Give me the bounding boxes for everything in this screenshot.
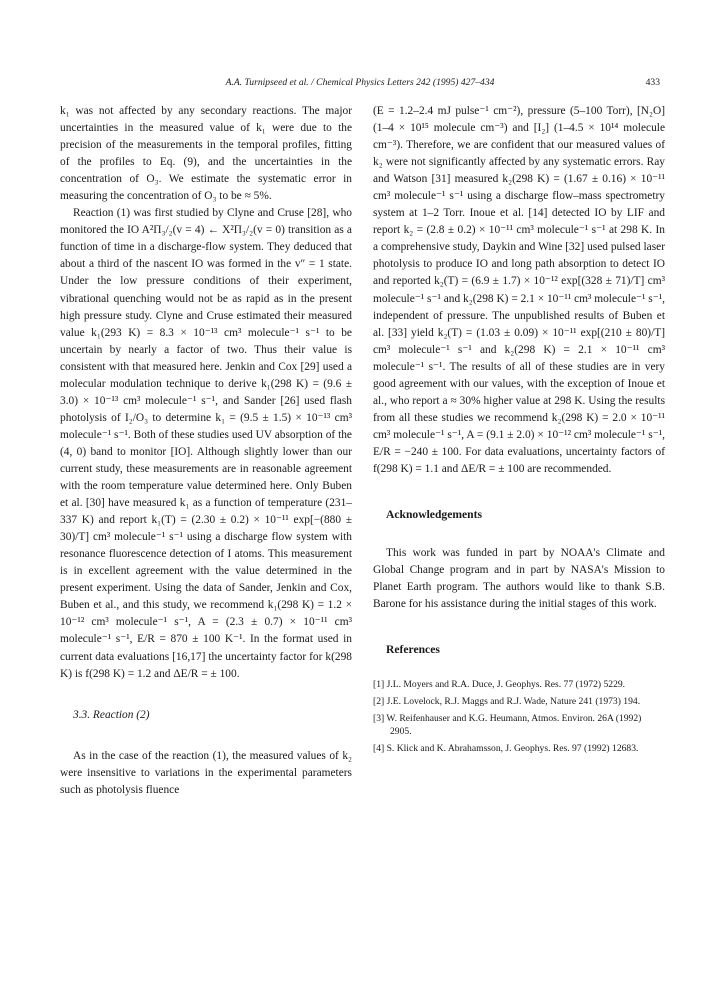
reference-item: [2] J.E. Lovelock, R.J. Maggs and R.J. Wade, Nature 241 (1973) 194. [373,696,641,708]
page-number: 433 [645,77,660,88]
reference-item: [1] J.L. Moyers and R.A. Duce, J. Geophys. Res. 77 (1972) 5229. [373,679,626,691]
paragraph: Reaction (1) was first studied by Clyne and Cruse [28], who monitored the IO A²Π₃/₂(v = 4) ← X²Π₃/₂(v = 0) transition as a function of time in a discharge-flow system. They deduced that about a third of the nascent IO was formed in the v″ = 1 state. Under the low pressure conditions of their experiment, vibrational quenching would not be as rapid as in the present high pressure study. Clyne and Cruse estimated their measured value k₁(293 K) = 8.3 × 10⁻¹³ cm³ molecule⁻¹ s⁻¹ to be uncertain by nearly a factor of two. Thus their value is consistent with that measured here. Jenkin and Cox [29] used a molecular modulation technique to derive k₁(298 K) = (9.6 ± 3.0) × 10⁻¹³ cm³ molecule⁻¹ s⁻¹, and Sander [26] used flash photolysis of I₂/O₃ to determine k₁ = (9.5 ± 1.5) × 10⁻¹³ cm³ molecule⁻¹ s⁻¹. Both of these studies used UV absorption of the (4, 0) band to monitor [IO]. Although slightly lower than our current study, these measurements are in reasonable agreement with the room temperature value determined here. Only Buben et al. [30] have measured k₁ as a function of temperature (231–337 K) and report k₁(T) = (2.30 ± 0.2) × 10⁻¹¹ exp[−(880 ± 30)/T] cm³ molecule⁻¹ s⁻¹ using a discharge flow system with resonance fluorescence detection of I atoms. This measurement is in excellent agreement with the value determined in the present experiment. Using the data of Sander, Jenkin and Cox, Buben et al., and this study, we recommend k₁(298 K) = 1.2 × 10⁻¹² cm³ molecule⁻¹ s⁻¹, A = (2.3 ± 0.7) × 10⁻¹¹ cm³ molecule⁻¹ s⁻¹, E/R = 870 ± 100 K⁻¹. In the format used in current data evaluations [16,17] the uncertainty factor for k(298 K) is f(298 K) = 1.2 and ΔE/R = ± 100. [60,207,352,680]
references-heading: References [386,643,440,657]
reference-item: [4] S. Klick and K. Abrahamsson, J. Geophys. Res. 97 (1992) 12683. [373,743,639,755]
left-column [60,103,352,799]
paragraph: k₁ was not affected by any secondary reactions. The major uncertainties in the measured value of k₁ were due to the precision of the measurements in the temporal profiles, fitting of the profiles to Eq. (9), and the uncertainties in the concentration of O₃. We estimate the systematic error in measuring the concentration of O₃ to be ≈ 5%. [60,105,352,203]
reference-list [373,678,665,755]
reference-item: [3] W. Reifenhauser and K.G. Heumann, Atmos. Environ. 26A (1992) 2905. [373,713,642,738]
acknowledgements-text: This work was funded in part by NOAA's Climate and Global Change program and in part by NASA's Mission to Planet Earth program. The authors would like to thank S.B. Barone for his assistance during the initial stages of this work. [373,547,665,611]
paragraph: (E = 1.2–2.4 mJ pulse⁻¹ cm⁻²), pressure (5–100 Torr), [N₂O] (1–4 × 10¹⁵ molecule cm⁻³) and [I₂] (1–4.5 × 10¹⁴ molecule cm⁻³). Therefore, we are confident that our measured values of k₂ were not significantly affected by any systematic errors. Ray and Watson [31] measured k₂(298 K) = (1.67 ± 0.16) × 10⁻¹¹ cm³ molecule⁻¹ s⁻¹ using a discharge flow–mass spectrometry system at 1–2 Torr. Inoue et al. [14] detected IO by LIF and report k₂ = (2.8 ± 0.2) × 10⁻¹¹ cm³ molecule⁻¹ s⁻¹ at 298 K. In a comprehensive study, Daykin and Wine [32] used pulsed laser photolysis to produce IO and long path absorption to detect IO and reported k₂(T) = (6.9 ± 1.7) × 10⁻¹² exp[(328 ± 71)/T] cm³ molecule⁻¹ s⁻¹ and k₂(298 K) = 2.1 × 10⁻¹¹ cm³ molecule⁻¹ s⁻¹, independent of pressure. The unpublished results of Buben et al. [33] yield k₂(T) = (1.03 ± 0.09) × 10⁻¹¹ exp[(210 ± 80)/T] cm³ molecule⁻¹ s⁻¹ and k₂(298 K) = 2.1 × 10⁻¹¹ cm³ molecule⁻¹ s⁻¹. The results of all of these studies are in very good agreement with our values, with the exception of Inoue et al., who report a ≈ 30% higher value at 298 K. Using the results from all these studies we recommend k₂(298 K) = 2.0 × 10⁻¹¹ cm³ molecule⁻¹ s⁻¹, A = (9.1 ± 2.0) × 10⁻¹² cm³ molecule⁻¹ s⁻¹, E/R = −240 ± 100. For data evaluations, uncertainty factors of f(298 K) = 1.1 and ΔE/R = ± 100 are recommended. [373,105,665,475]
right-column [373,103,665,759]
paragraph: As in the case of the reaction (1), the measured values of k₂ were insensitive to variations in the experimental parameters such as photolysis fluence [60,749,352,796]
running-header: A.A. Turnipseed et al. / Chemical Physics Letters 242 (1995) 427–434 [225,77,495,88]
acknowledgements-heading: Acknowledgements [386,508,482,522]
page-header [60,77,660,91]
section-heading: 3.3. Reaction (2) [73,708,150,721]
